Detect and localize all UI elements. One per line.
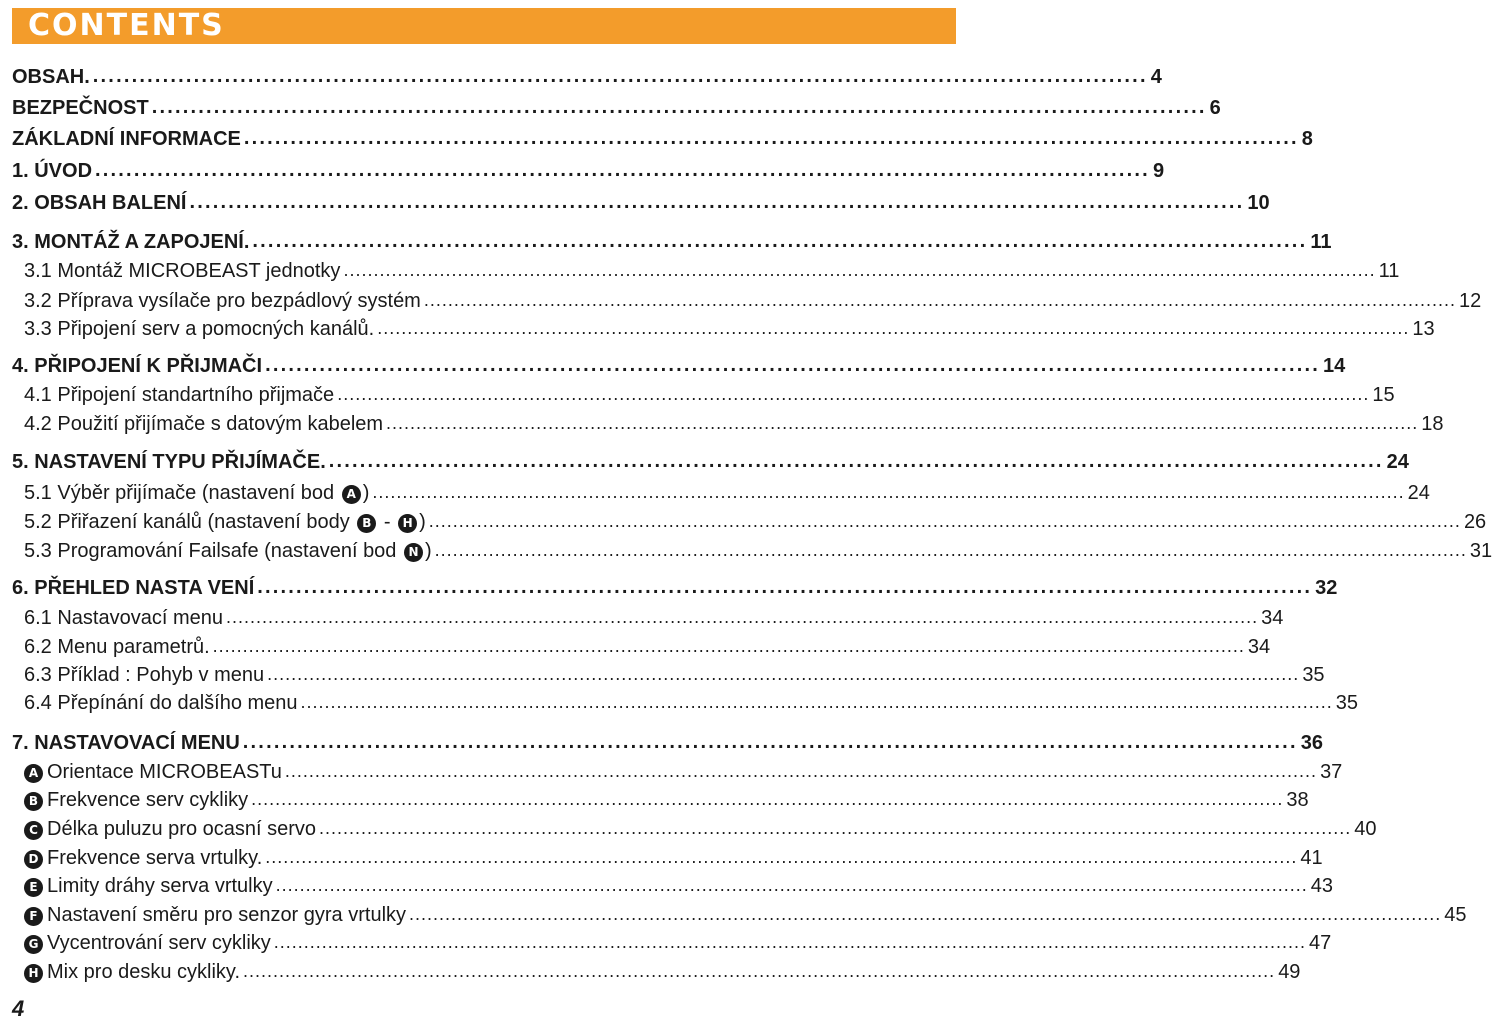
- toc-entry-page: 35: [1302, 664, 1325, 686]
- dot-leader: ........................................................................................................................................: [252, 230, 1308, 252]
- toc-entry-page: 14: [1322, 355, 1346, 377]
- toc-entry-title: OBSAH.: [12, 66, 90, 88]
- toc-entry-page: 49: [1278, 961, 1301, 983]
- toc-entry-page: 24: [1407, 482, 1430, 504]
- toc-entry-title: [12, 785, 248, 815]
- title-text: ): [425, 540, 432, 562]
- toc-entry-setting-c[interactable]: [12, 814, 1377, 844]
- dot-leader: ........................................................................................................................................: [95, 159, 1150, 181]
- title-text: 5.1 Výběr přijímače (nastavení bod: [24, 482, 340, 504]
- dot-leader: ............................................................................................................................................................................: [343, 260, 1376, 280]
- toc-entry-page: 12: [1459, 290, 1482, 312]
- setting-badge-n-icon: N: [404, 543, 423, 562]
- dot-leader: ........................................................................................................................................: [243, 127, 1299, 149]
- toc-entry-page: 34: [1247, 636, 1271, 658]
- setting-badge-b-icon: B: [24, 792, 43, 811]
- dot-leader: ............................................................................................................................................................................: [267, 664, 1300, 684]
- toc-entry-title: 7. NASTAVOVACÍ MENU: [12, 732, 240, 754]
- title-text: 5.2 Přiřazení kanálů (nastavení body: [24, 511, 356, 533]
- toc-entry-zakladni-informace[interactable]: [12, 124, 1313, 154]
- toc-entry-page: 26: [1463, 511, 1487, 533]
- setting-badge-a-icon: A: [342, 485, 361, 504]
- dot-leader: ........................................................................................................................................: [242, 731, 1298, 753]
- toc-entry-obsah[interactable]: [12, 62, 1162, 92]
- toc-entry-page: 32: [1315, 577, 1338, 599]
- title-text: Nastavení směru pro senzor gyra vrtulky: [47, 904, 407, 926]
- toc-entry-5-3[interactable]: [12, 536, 1492, 566]
- toc-entry-title: [12, 536, 432, 566]
- toc-entry-title: 5. NASTAVENÍ TYPU PŘIJÍMAČE.: [12, 451, 326, 473]
- dot-leader: ............................................................................................................................................................................: [300, 692, 1333, 712]
- setting-badge-h-icon: H: [24, 964, 43, 983]
- toc-entry-5-1[interactable]: [12, 478, 1430, 508]
- toc-entry-title: [12, 507, 426, 537]
- title-text: Frekvence serv cykliky: [47, 789, 249, 811]
- toc-entry-title: [12, 871, 273, 901]
- title-text: 5.3 Programování Failsafe (nastavení bod: [24, 540, 402, 562]
- setting-badge-g-icon: G: [24, 935, 43, 954]
- toc-entry-page: 45: [1444, 904, 1467, 926]
- toc-entry-4-2[interactable]: [12, 409, 1444, 439]
- toc-entry-nastaveni-typu[interactable]: [12, 447, 1409, 477]
- toc-entry-title: 1. ÚVOD: [12, 160, 93, 182]
- toc-entry-title: [12, 814, 316, 844]
- toc-entry-page: 34: [1261, 607, 1284, 629]
- dot-leader: ............................................................................................................................................................................: [377, 318, 1410, 338]
- dot-leader: ........................................................................................................................................: [151, 96, 1207, 118]
- toc-entry-page: 37: [1320, 761, 1343, 783]
- toc-entry-page: 11: [1378, 260, 1400, 282]
- contents-banner: [12, 8, 956, 44]
- dot-leader: ............................................................................................................................................................................: [319, 818, 1352, 838]
- toc-entry-title: [12, 843, 262, 873]
- setting-badge-a-icon: A: [24, 764, 43, 783]
- toc-entry-title: [12, 478, 369, 508]
- contents-title: CONTENTS: [28, 8, 225, 43]
- dot-leader: ............................................................................................................................................................................: [243, 961, 1276, 981]
- toc-entry-page: 11: [1310, 231, 1332, 253]
- dot-leader: ............................................................................................................................................................................: [337, 384, 1370, 404]
- title-text: Limity dráhy serva vrtulky: [47, 875, 273, 897]
- toc-entry-title: [12, 957, 240, 987]
- toc-entry-uvod[interactable]: [12, 156, 1165, 186]
- dot-leader: ............................................................................................................................................................................: [434, 540, 1467, 560]
- dot-leader: ............................................................................................................................................................................: [251, 789, 1284, 809]
- toc-entry-setting-b[interactable]: [12, 785, 1309, 815]
- toc-entry-setting-g[interactable]: [12, 928, 1332, 958]
- toc-entry-page: 35: [1335, 692, 1358, 714]
- toc-entry-title: 3. MONTÁŽ A ZAPOJENÍ.: [12, 231, 250, 253]
- title-text: Orientace MICROBEASTu: [47, 761, 282, 783]
- dot-leader: ............................................................................................................................................................................: [386, 413, 1419, 433]
- toc-entry-title: [12, 757, 282, 787]
- dot-leader: ............................................................................................................................................................................: [212, 636, 1245, 656]
- toc-entry-page: 36: [1300, 732, 1323, 754]
- toc-entry-6-2[interactable]: [12, 632, 1271, 662]
- toc-entry-setting-d[interactable]: [12, 843, 1323, 873]
- toc-entry-page: 4: [1150, 66, 1162, 88]
- toc-entry-page: 15: [1372, 384, 1395, 406]
- setting-badge-c-icon: C: [24, 821, 43, 840]
- toc-entry-title: BEZPEČNOST: [12, 97, 149, 119]
- dot-leader: ........................................................................................................................................: [92, 65, 1148, 87]
- toc-entry-page: 10: [1247, 192, 1270, 214]
- toc-entry-setting-e[interactable]: [12, 871, 1334, 901]
- dot-leader: ............................................................................................................................................................................: [275, 875, 1308, 895]
- dot-leader: ............................................................................................................................................................................: [409, 904, 1442, 924]
- dot-leader: ............................................................................................................................................................................: [372, 482, 1405, 502]
- toc-entry-page: 24: [1386, 451, 1409, 473]
- toc-entry-page: 31: [1469, 540, 1492, 562]
- title-text: Mix pro desku cykliky.: [47, 961, 241, 983]
- toc-entry-6-3[interactable]: [12, 660, 1325, 690]
- toc-entry-obsah-baleni[interactable]: [12, 188, 1270, 218]
- toc-entry-page: 43: [1310, 875, 1334, 897]
- setting-badge-h-icon: H: [398, 514, 417, 533]
- toc-entry-page: 38: [1286, 789, 1309, 811]
- toc-entry-title: 6.4 Přepínání do dalšího menu: [24, 692, 298, 714]
- toc-entry-6-1[interactable]: [12, 603, 1284, 633]
- toc-entry-title: 4. PŘIPOJENÍ K PŘIJMAČI: [12, 355, 263, 377]
- toc-entry-title: 6.2 Menu parametrů.: [24, 636, 210, 658]
- toc-entry-page: 13: [1412, 318, 1435, 340]
- toc-entry-title: 4.1 Připojení standartního přijmače: [24, 384, 335, 406]
- toc-entry-title: [12, 928, 271, 958]
- toc-entry-pripojeni[interactable]: [12, 351, 1346, 381]
- toc-entry-title: ZÁKLADNÍ INFORMACE: [12, 128, 241, 150]
- toc-entry-title: 3.1 Montáž MICROBEAST jednotky: [24, 260, 341, 282]
- toc-entry-title: 6.3 Příklad : Pohyb v menu: [24, 664, 265, 686]
- dot-leader: ............................................................................................................................................................................: [423, 290, 1457, 310]
- toc-entry-page: 41: [1300, 847, 1323, 869]
- title-text: Frekvence serva vrtulky.: [47, 847, 263, 869]
- toc-entry-prehled[interactable]: [12, 573, 1338, 603]
- toc-entry-title: 3.2 Příprava vysílače pro bezpádlový systém: [24, 290, 421, 312]
- dot-leader: ........................................................................................................................................: [189, 191, 1245, 213]
- dot-leader: ............................................................................................................................................................................: [284, 761, 1318, 781]
- toc-entry-bezpecnost[interactable]: [12, 93, 1221, 123]
- dot-leader: ........................................................................................................................................: [328, 450, 1384, 472]
- toc-entry-title: 6. PŘEHLED NASTA VENÍ: [12, 577, 255, 599]
- setting-badge-e-icon: E: [24, 878, 43, 897]
- toc-entry-setting-h[interactable]: [12, 957, 1301, 987]
- title-text: Délka puluzu pro ocasní servo: [47, 818, 317, 840]
- toc-entry-setting-a[interactable]: [12, 757, 1343, 787]
- toc-entry-setting-f[interactable]: [12, 900, 1467, 930]
- toc-entry-page: 8: [1301, 128, 1313, 150]
- toc-entry-page: 18: [1421, 413, 1444, 435]
- dot-leader: ........................................................................................................................................: [257, 576, 1313, 598]
- toc-entry-montaz[interactable]: [12, 227, 1332, 257]
- dot-leader: ............................................................................................................................................................................: [428, 511, 1461, 531]
- toc-entry-page: 6: [1209, 97, 1221, 119]
- toc-entry-5-2[interactable]: [12, 507, 1487, 537]
- toc-entry-title: 3.3 Připojení serv a pomocných kanálů.: [24, 318, 375, 340]
- title-text: ): [362, 482, 370, 504]
- setting-badge-d-icon: D: [24, 850, 43, 869]
- toc-entry-page: 47: [1308, 932, 1332, 954]
- toc-entry-6-4[interactable]: [12, 688, 1358, 718]
- setting-badge-f-icon: F: [24, 907, 43, 926]
- toc-entry-title: [12, 900, 406, 930]
- title-text: -: [378, 511, 397, 533]
- toc-entry-title: 6.1 Nastavovací menu: [24, 607, 223, 629]
- toc-entry-nastavovaci-menu[interactable]: [12, 728, 1323, 758]
- title-text: Vycentrování serv cykliky: [47, 932, 271, 954]
- toc-entry-page: 9: [1152, 160, 1165, 182]
- toc-entry-3-1[interactable]: [12, 256, 1400, 286]
- toc-entry-title: 2. OBSAH BALENÍ: [12, 192, 187, 214]
- setting-badge-b-icon: B: [357, 514, 376, 533]
- toc-entry-title: 4.2 Použití přijímače s datovým kabelem: [24, 413, 384, 435]
- dot-leader: ............................................................................................................................................................................: [273, 932, 1306, 952]
- toc-entry-3-3[interactable]: [12, 314, 1435, 344]
- dot-leader: ............................................................................................................................................................................: [265, 847, 1298, 867]
- toc-entry-4-1[interactable]: [12, 380, 1395, 410]
- dot-leader: ............................................................................................................................................................................: [226, 607, 1259, 627]
- toc-entry-page: 40: [1354, 818, 1377, 840]
- title-text: ): [419, 511, 426, 533]
- dot-leader: ........................................................................................................................................: [265, 354, 1320, 376]
- toc-entry-3-2[interactable]: [12, 286, 1482, 316]
- page-number: 4: [12, 996, 25, 1021]
